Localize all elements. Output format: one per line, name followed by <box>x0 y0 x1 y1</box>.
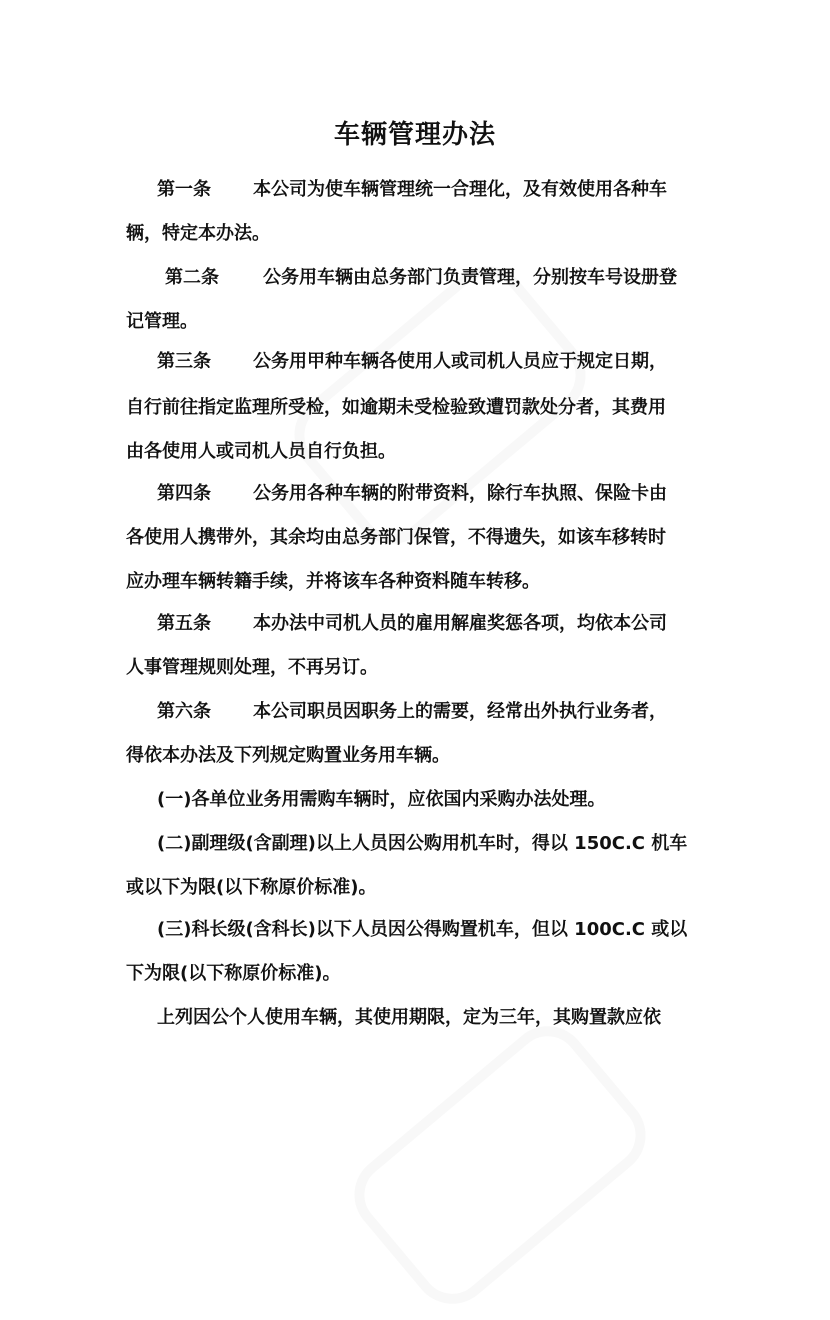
article-number: 第一条 <box>157 179 211 200</box>
article-number: 第二条 <box>165 267 219 288</box>
paragraph-line <box>165 266 677 290</box>
line-text: 自行前往指定监理所受检，如逾期未受检验致遭罚款处分者，其费用 <box>126 397 666 418</box>
line-text: (二)副理级(含副理)以上人员因公购用机车时，得以 150C.C 机车 <box>157 833 688 854</box>
line-text: 由各使用人或司机人员自行负担。 <box>126 441 396 462</box>
line-text: 记管理。 <box>126 311 198 332</box>
line-text: 得依本办法及下列规定购置业务用车辆。 <box>126 745 450 766</box>
line-text: 人事管理规则处理，不再另订。 <box>126 657 378 678</box>
paragraph-line <box>157 482 667 506</box>
paragraph-line <box>126 570 540 594</box>
paragraph-line <box>126 744 450 768</box>
paragraph-line <box>157 788 605 812</box>
line-text: 公务用车辆由总务部门负责管理，分别按车号设册登 <box>263 267 677 288</box>
paragraph-line <box>157 832 687 856</box>
paragraph-line <box>126 396 666 420</box>
article-number: 第五条 <box>157 613 211 634</box>
article-number: 第三条 <box>157 351 211 372</box>
paragraph-line <box>126 656 378 680</box>
article-number: 第六条 <box>157 701 211 722</box>
line-text: 本公司为使车辆管理统一合理化，及有效使用各种车 <box>253 179 667 200</box>
watermark <box>338 1010 662 1320</box>
line-text: 公务用甲种车辆各使用人或司机人员应于规定日期， <box>253 351 667 372</box>
line-text: 上列因公个人使用车辆，其使用期限，定为三年，其购置款应依 <box>157 1007 661 1028</box>
article-number: 第四条 <box>157 483 211 504</box>
paragraph-line <box>157 918 687 942</box>
line-text: 本公司职员因职务上的需要，经常出外执行业务者， <box>253 701 667 722</box>
paragraph-line <box>126 222 270 246</box>
line-text: 应办理车辆转籍手续，并将该车各种资料随车转移。 <box>126 571 540 592</box>
paragraph-line <box>126 526 666 550</box>
line-text: 下为限(以下称原价标准)。 <box>126 963 341 984</box>
paragraph-line <box>157 178 667 202</box>
paragraph-line <box>157 700 667 724</box>
line-text: 各使用人携带外，其余均由总务部门保管，不得遗失，如该车移转时 <box>126 527 666 548</box>
paragraph-line <box>126 962 340 986</box>
line-text: 本办法中司机人员的雇用解雇奖惩各项，均依本公司 <box>253 613 667 634</box>
line-text: (一)各单位业务用需购车辆时，应依国内采购办法处理。 <box>157 789 606 810</box>
paragraph-line <box>126 310 198 334</box>
line-text: 或以下为限(以下称原价标准)。 <box>126 877 377 898</box>
paragraph-line <box>126 876 376 900</box>
paragraph-line <box>126 440 396 464</box>
paragraph-line <box>157 1006 661 1030</box>
paragraph-line <box>157 350 667 374</box>
paragraph-line <box>157 612 667 636</box>
line-text: 公务用各种车辆的附带资料，除行车执照、保险卡由 <box>253 483 667 504</box>
line-text: 辆，特定本办法。 <box>126 223 270 244</box>
line-text: (三)科长级(含科长)以下人员因公得购置机车，但以 100C.C 或以 <box>157 919 688 940</box>
document-title: 车辆管理办法 <box>333 120 496 150</box>
